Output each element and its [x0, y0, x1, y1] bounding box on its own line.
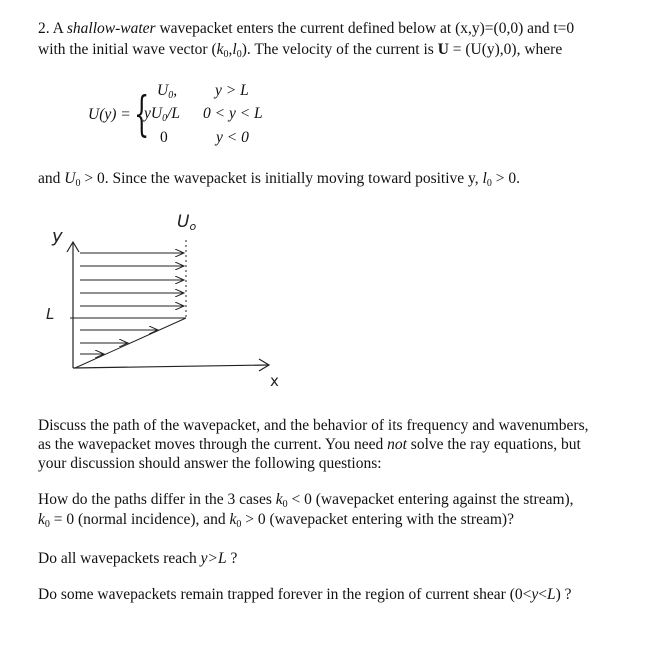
- equation-lhs: U(y) =: [88, 106, 131, 123]
- k0-symbol: k: [216, 41, 224, 58]
- y-axis-label: y: [52, 226, 63, 247]
- equation-brace: {: [134, 86, 150, 142]
- subscript: 0: [44, 519, 50, 530]
- italic-text: L: [546, 586, 556, 603]
- text: = 0 (normal incidence), and: [49, 511, 230, 528]
- k0-symbol: k: [275, 491, 283, 508]
- text: = (U(y),0), where: [448, 41, 563, 58]
- velocity-vector: U: [437, 41, 449, 58]
- italic-text: y>L: [200, 550, 227, 567]
- text: with the initial wave vector (: [38, 41, 217, 58]
- case3-condition: y < 0: [216, 129, 249, 146]
- text: < 0 (wavepacket entering against the stream),: [287, 491, 574, 508]
- italic-text: y: [531, 586, 539, 603]
- subscript: 0: [223, 49, 229, 60]
- subscript: 0: [486, 178, 492, 189]
- question-1-line-2: [38, 510, 514, 535]
- text: > 0 (wavepacket entering with the stream)?: [241, 511, 514, 528]
- shear-arrows: [80, 330, 158, 354]
- text: and: [38, 170, 65, 187]
- discussion-line-1: Discuss the path of the wavepacket, and the behavior of its frequency and wavenumbers,: [38, 417, 589, 434]
- discussion-line-3: your discussion should answer the following questions:: [38, 455, 382, 472]
- case1-condition: y > L: [215, 82, 249, 99]
- subscript: 0: [236, 519, 242, 530]
- subscript: 0: [282, 499, 288, 510]
- l0-symbol: l: [482, 170, 487, 187]
- case2-condition: 0 < y < L: [203, 105, 263, 122]
- italic-text: not: [387, 436, 407, 453]
- subscript: 0: [75, 178, 81, 189]
- text: Since the wavepacket is initially moving toward positive y,: [108, 170, 483, 187]
- x-axis: [73, 365, 268, 368]
- problem-line-2: with the initial wave vector $(k_0,l_0)$. The velocity of the current is U = (U(y),0), where: [38, 41, 563, 60]
- text: ) ?: [555, 586, 572, 603]
- question-3: [38, 585, 572, 605]
- text: solve the ray equations, but: [406, 436, 581, 453]
- text: wavepacket enters the current defined below at (x,y)=(0,0) and t=0: [155, 20, 575, 37]
- uniform-current-arrows: [80, 253, 184, 306]
- text: > 0.: [80, 170, 109, 187]
- subscript: 0: [236, 49, 242, 60]
- question-2: [38, 549, 237, 569]
- italic-text: shallow-water: [66, 20, 156, 37]
- text: > 0.: [491, 170, 520, 187]
- text: Do all wavepackets reach: [38, 550, 201, 567]
- k0-symbol: k: [229, 511, 237, 528]
- text: Do some wavepackets remain trapped forever in the region of current shear (0<: [38, 586, 532, 603]
- case3-value: 0: [160, 129, 168, 146]
- text: <: [538, 586, 547, 603]
- L-label: L: [46, 305, 55, 323]
- case1-value: $U_0$,: [157, 82, 178, 101]
- U0-label: Uo: [177, 212, 197, 233]
- l0-symbol: l: [232, 41, 237, 58]
- text: as the wavepacket moves through the current. You need: [38, 436, 388, 453]
- x-axis-label: x: [270, 372, 279, 390]
- k0-symbol: k: [38, 511, 45, 528]
- problem-number: 2.: [38, 20, 50, 37]
- U0-symbol: U: [64, 170, 76, 187]
- text: How do the paths differ in the 3 cases: [38, 491, 276, 508]
- discussion-line-2: [38, 435, 581, 455]
- text: A: [52, 20, 67, 37]
- text: ). The velocity of the current is: [241, 41, 438, 58]
- case2-value: $yU_0/L$: [144, 105, 181, 124]
- text: ?: [226, 550, 238, 567]
